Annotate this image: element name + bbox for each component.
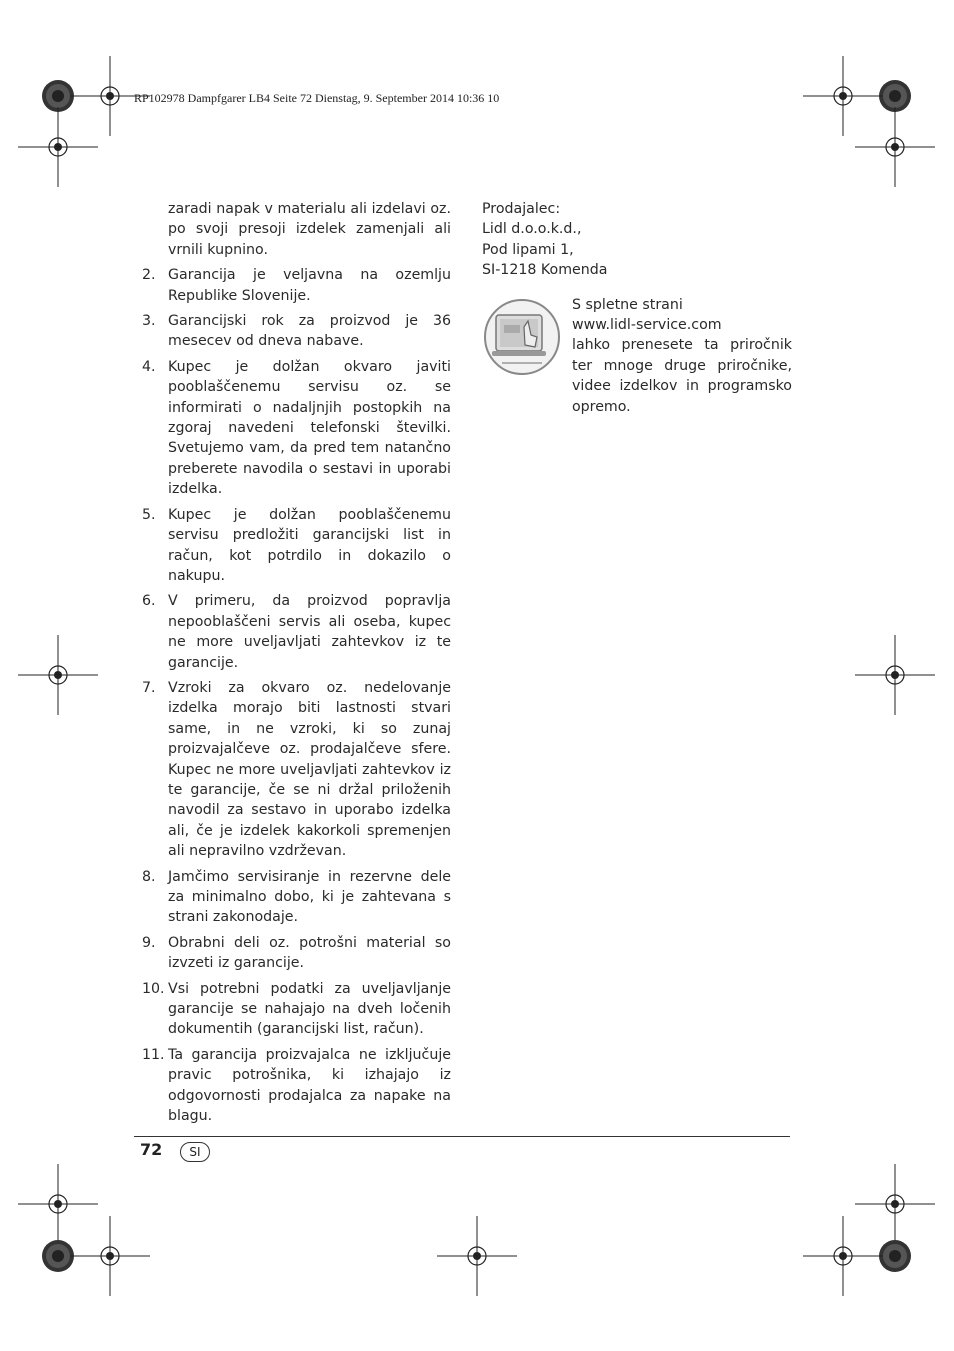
- list-item: 10. Vsi potrebni podatki za uveljavljanje garancije se nahajajo na dveh ločenih dokumentih (garancijski list, račun).: [142, 980, 451, 1038]
- download-intro: S spletne strani: [572, 296, 683, 313]
- list-item: 4. Kupec je dolžan okvaro javiti pooblaščenemu servisu oz. se informirati o nadaljnjih postopkih na zgoraj navedeni telefonski številki. Svetujemo vam, da pred tem natančno preberete navodila o sestavi in uporabi izdelka.: [142, 358, 451, 498]
- lidl-service-online-icon: [482, 297, 562, 377]
- page-number: 72: [140, 1140, 163, 1159]
- warranty-intro-text: zaradi napak v materialu ali izdelavi oz. po svoji presoji izdelek zamenjali ali vrnili kupnino.: [168, 201, 451, 258]
- seller-address: Prodajalec: Lidl d.o.o.k.d., Pod lipami 1, SI-1218 Komenda: [482, 201, 608, 279]
- language-badge: SI: [180, 1142, 210, 1162]
- list-item: 6. V primeru, da proizvod popravlja nepooblaščeni servis ali oseba, kupec ne more uveljavljati zahtevkov iz te garancije.: [142, 593, 451, 671]
- service-url[interactable]: www.lidl-service.com: [572, 317, 722, 334]
- list-item: 8. Jamčimo servisiranje in rezervne dele za minimalno dobo, ki je zahtevana s strani zakonodaje.: [142, 868, 451, 926]
- download-description: lahko prenesete ta priročnik ter mnoge druge priročnike, videe izdelkov in programsko opremo.: [572, 337, 792, 415]
- footer-divider: [134, 1136, 790, 1137]
- list-item: 9. Obrabni deli oz. potrošni material so izvzeti iz garancije.: [142, 934, 451, 972]
- list-item: 7. Vzroki za okvaro oz. nedelovanje izdelka morajo biti lastnosti stvari same, in ne vzroki, ki so zunaj proizvajalčeve oz. prodajalčeve sfere. Kupec ne more uveljavljati zahtevkov iz te garancije, če se ni držal priloženih navodil za sestavo in uporabo izdelka ali, če je izdelek kakorkoli spremenjen ali nepravilno vzdrževan.: [142, 679, 451, 860]
- seller-info-column: [482, 199, 792, 417]
- list-item: 2. Garancija je veljavna na ozemlju Republike Slovenije.: [142, 267, 451, 304]
- list-item: 11. Ta garancija proizvajalca ne izključuje pravic potrošnika, ki izhajajo iz odgovornosti prodajalca za napake na blagu.: [142, 1046, 451, 1125]
- download-info: [482, 295, 792, 417]
- list-item: 5. Kupec je dolžan pooblaščenemu servisu predložiti garancijski list in račun, kot potrdilo in dokazilo o nakupu.: [142, 506, 451, 584]
- list-item: 3. Garancijski rok za proizvod je 36 mesecev od dneva nabave.: [142, 313, 451, 350]
- warranty-terms-column: [142, 199, 451, 1126]
- print-header: RP102978 Dampfgarer LB4 Seite 72 Dienstag, 9. September 2014 10:36 10: [134, 91, 500, 105]
